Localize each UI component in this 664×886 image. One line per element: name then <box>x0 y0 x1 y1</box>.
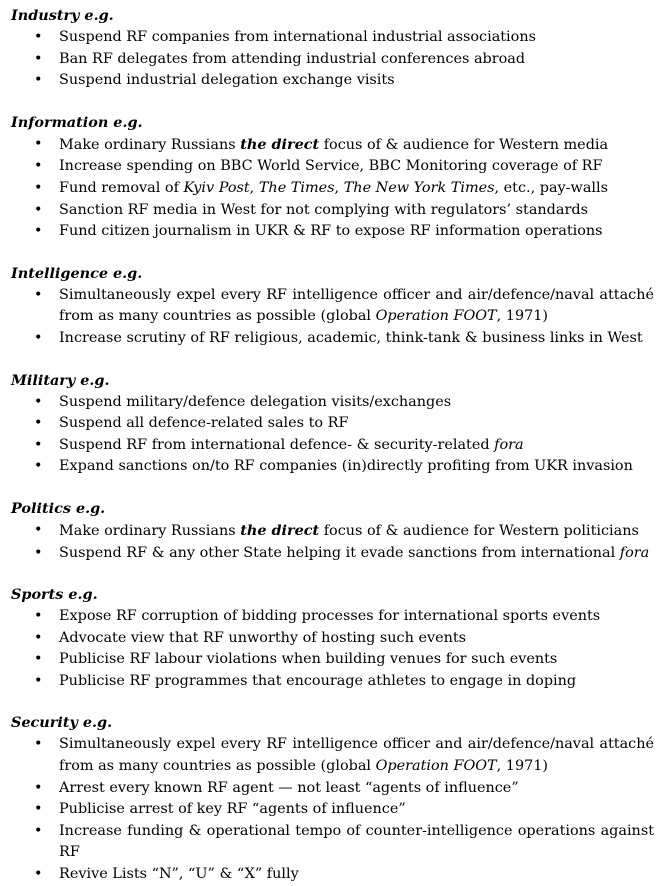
section <box>11 5 654 92</box>
item-text: Make ordinary Russians <box>59 136 241 153</box>
list-item <box>11 413 654 435</box>
emphasis-text: Kyiv Post <box>183 179 250 196</box>
item-text: Arrest every known RF agent — not least “agents of influence” <box>59 779 519 796</box>
section-heading: Security e.g. <box>11 714 113 732</box>
list-item <box>11 392 654 414</box>
list-item <box>11 628 654 650</box>
item-text: Fund citizen journalism in UKR & RF to expose RF information operations <box>59 223 603 240</box>
item-text: Suspend military/defence delegation visits/exchanges <box>59 393 452 410</box>
section-heading: Military e.g. <box>11 371 110 389</box>
list-item <box>11 456 654 478</box>
emphasis-text: The Times <box>258 179 335 196</box>
emphasis-text: fora <box>494 436 524 453</box>
item-text: Publicise RF labour violations when building venues for such events <box>59 651 558 668</box>
list-item <box>11 156 654 178</box>
item-text: , <box>334 179 344 196</box>
bullet-list <box>11 734 654 885</box>
section <box>11 498 654 564</box>
bullet-list <box>11 392 654 478</box>
section <box>11 712 654 885</box>
list-item <box>11 285 654 328</box>
item-text: Suspend industrial delegation exchange visits <box>59 72 395 89</box>
item-text: Suspend all defence-related sales to RF <box>59 415 349 432</box>
list-item <box>11 778 654 800</box>
list-item <box>11 864 654 886</box>
item-text: Revive Lists “N”, “U” & “X” fully <box>59 866 299 883</box>
bullet-list <box>11 520 654 564</box>
item-text: Increase funding & operational tempo of counter-intelligence operations against RF <box>59 822 654 861</box>
section <box>11 263 654 350</box>
list-item <box>11 134 654 157</box>
item-text: Advocate view that RF unworthy of hosting such events <box>59 629 467 646</box>
item-text: Suspend RF companies from international industrial associations <box>59 29 536 45</box>
list-item <box>11 221 654 243</box>
item-text: , 1971) <box>496 308 549 325</box>
item-text: Publicise arrest of key RF “agents of influence” <box>59 801 406 818</box>
item-text: Expose RF corruption of bidding processes for international sports events <box>59 608 601 625</box>
section-heading: Politics e.g. <box>11 499 106 517</box>
item-text: Suspend RF from international defence- & security-related <box>59 436 495 453</box>
item-text: Simultaneously expel every RF intelligence officer and air/defence/naval attaché from as many countries as possible (global <box>59 736 654 775</box>
section-heading: Information e.g. <box>11 113 143 131</box>
list-item <box>11 649 654 671</box>
item-text: Sanction RF media in West for not complying with regulators’ standards <box>59 201 588 218</box>
item-text: Simultaneously expel every RF intelligence officer and air/defence/naval attaché from as many countries as possible (global <box>59 286 654 325</box>
emphasis-text: Operation FOOT <box>375 758 497 775</box>
emphasis-text: fora <box>619 544 650 561</box>
list-item <box>11 328 654 350</box>
item-text: Increase spending on BBC World Service, BBC Monitoring coverage of RF <box>59 158 603 175</box>
list-item <box>11 435 654 457</box>
list-item <box>11 543 654 565</box>
section <box>11 370 654 478</box>
item-text: , etc., pay-walls <box>494 179 609 196</box>
list-item <box>11 799 654 821</box>
list-item <box>11 606 654 628</box>
section-heading: Sports e.g. <box>11 586 98 604</box>
list-item <box>11 49 654 71</box>
list-item <box>11 671 654 693</box>
item-text: Fund removal of <box>59 179 184 196</box>
item-text: Publicise RF programmes that encourage athletes to engage in doping <box>59 672 577 689</box>
list-item <box>11 178 654 200</box>
item-text: Increase scrutiny of RF religious, academic, think-tank & business links in West <box>59 329 643 346</box>
section <box>11 584 654 692</box>
bullet-list <box>11 606 654 692</box>
item-text: Suspend RF & any other State helping it evade sanctions from international <box>59 544 620 561</box>
item-text: Expand sanctions on/to RF companies (in)directly profiting from UKR invasion <box>59 458 633 475</box>
item-text: Ban RF delegates from attending industrial conferences abroad <box>59 50 526 67</box>
emphasis-text: the direct <box>240 521 320 539</box>
bullet-list <box>11 285 654 350</box>
list-item <box>11 27 654 49</box>
emphasis-text: The New York Times <box>343 179 495 196</box>
item-text: , <box>249 179 259 196</box>
emphasis-text: the direct <box>240 135 320 153</box>
item-text: focus of & audience for Western politicians <box>319 522 639 539</box>
list-item <box>11 821 654 864</box>
bullet-list <box>11 134 654 243</box>
item-text: , 1971) <box>496 758 549 775</box>
list-item <box>11 734 654 777</box>
section-heading: Intelligence e.g. <box>11 264 143 282</box>
list-item <box>11 70 654 92</box>
bullet-list <box>11 27 654 92</box>
item-text: focus of & audience for Western media <box>319 136 609 153</box>
section-heading: Industry e.g. <box>11 7 114 24</box>
section <box>11 112 654 243</box>
list-item <box>11 200 654 222</box>
item-text: Make ordinary Russians <box>59 522 241 539</box>
list-item <box>11 520 654 543</box>
emphasis-text: Operation FOOT <box>375 308 497 325</box>
